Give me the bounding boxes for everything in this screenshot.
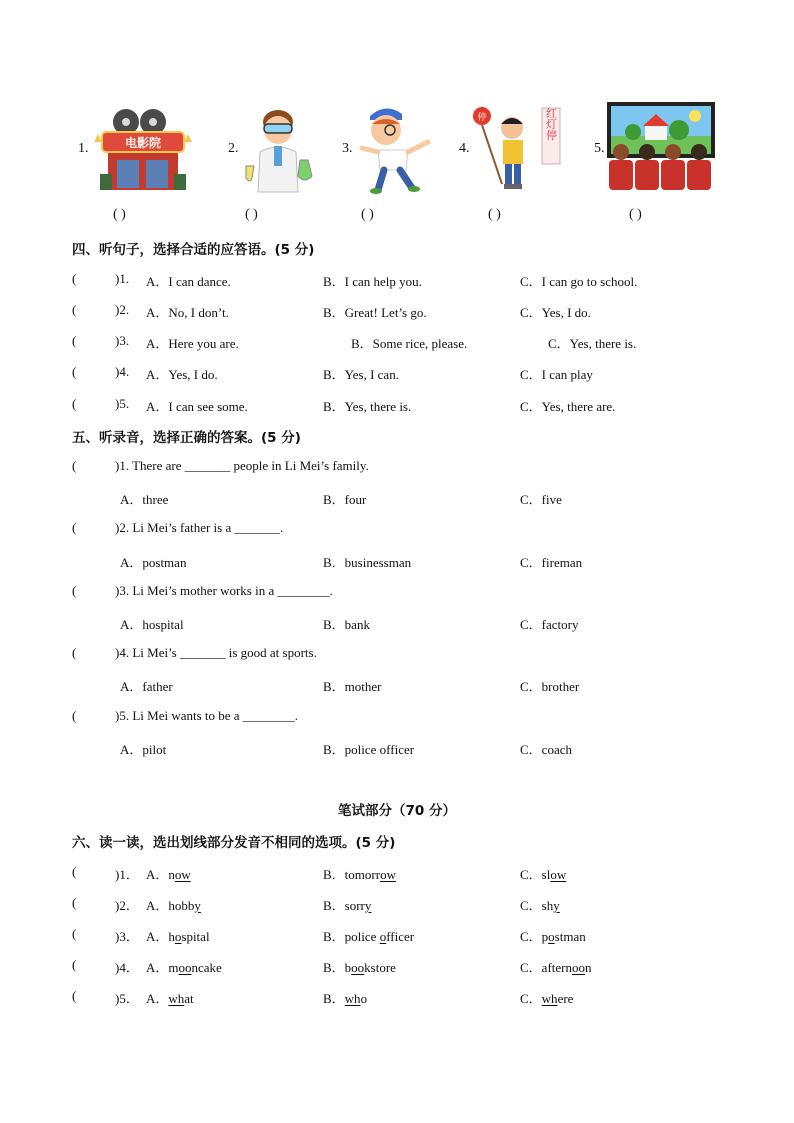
option-b: B．Some rice, please. (351, 336, 468, 351)
option-c: C．five (520, 492, 562, 507)
picture-label-2: 2. (228, 141, 239, 156)
section-6-heading: 六、读一读，选出划线部分发音不相同的选项。(5 分) (72, 835, 396, 851)
written-part-title: 笔试部分（70 分） (338, 803, 456, 819)
option-c: C．I can go to school. (520, 274, 638, 289)
section-5-heading: 五、听录音，选择正确的答案。(5 分) (72, 430, 301, 446)
waving-boy-icon (356, 102, 434, 194)
option-b: B．bookstore (323, 960, 396, 975)
answer-paren[interactable]: ( (72, 988, 77, 1003)
question-text: )1. There are _______ people in Li Mei’s family. (115, 458, 369, 473)
answer-blank-5[interactable]: ( ) (629, 207, 642, 222)
option-c: C．I can play (520, 367, 593, 382)
option-a: A．father (120, 679, 173, 694)
option-a: A．No, I don’t. (146, 305, 229, 320)
option-c: C．coach (520, 742, 572, 757)
option-a: A．what (146, 991, 194, 1006)
answer-paren[interactable]: ( (72, 708, 77, 723)
question-text: )5. Li Mei wants to be a ________. (115, 708, 299, 723)
option-c: C．slow (520, 867, 567, 882)
question-number: )5． (115, 991, 139, 1006)
traffic-boy-icon (472, 104, 568, 194)
question-number: )3． (115, 929, 139, 944)
answer-blank-3[interactable]: ( ) (361, 207, 374, 222)
option-a: A．Yes, I do. (146, 367, 218, 382)
option-b: B．Great! Let’s go. (323, 305, 427, 320)
option-a: A．Here you are. (146, 336, 239, 351)
answer-blank-1[interactable]: ( ) (113, 207, 126, 222)
answer-paren[interactable]: ( (72, 396, 77, 411)
option-b: B．four (323, 492, 367, 507)
option-b: B．police officer (323, 742, 415, 757)
option-c: C．where (520, 991, 574, 1006)
answer-paren[interactable]: ( (72, 957, 77, 972)
option-a: A．hospital (146, 929, 210, 944)
option-c: C．Yes, I do. (520, 305, 591, 320)
question-number: )4. (115, 364, 130, 379)
picture-label-3: 3. (342, 141, 353, 156)
answer-paren[interactable]: ( (72, 645, 77, 660)
section-4-heading: 四、听句子，选择合适的应答语。(5 分) (72, 242, 315, 258)
option-a: A．three (120, 492, 169, 507)
option-a: A．now (146, 867, 191, 882)
answer-paren[interactable]: ( (72, 926, 77, 941)
option-a: A．hospital (120, 617, 184, 632)
answer-blank-2[interactable]: ( ) (245, 207, 258, 222)
option-b: B．tomorrow (323, 867, 396, 882)
option-a: A．pilot (120, 742, 167, 757)
option-c: C．factory (520, 617, 579, 632)
question-number: )2. (115, 302, 130, 317)
question-text: )4. Li Mei’s _______ is good at sports. (115, 645, 317, 660)
answer-paren[interactable]: ( (72, 458, 77, 473)
question-number: )2． (115, 898, 139, 913)
scientist-icon (240, 104, 316, 194)
answer-blank-4[interactable]: ( ) (488, 207, 501, 222)
option-c: C．shy (520, 898, 560, 913)
option-a: A．I can dance. (146, 274, 231, 289)
answer-paren[interactable]: ( (72, 895, 77, 910)
question-text: )3. Li Mei’s mother works in a ________. (115, 583, 333, 598)
option-b: B．police officer (323, 929, 415, 944)
option-c: C．afternoon (520, 960, 592, 975)
question-number: )1. (115, 271, 130, 286)
option-b: B．who (323, 991, 368, 1006)
option-b: B．businessman (323, 555, 412, 570)
picture-label-5: 5. (594, 141, 605, 156)
picture-label-1: 1. (78, 141, 89, 156)
option-b: B．I can help you. (323, 274, 422, 289)
option-a: A．I can see some. (146, 399, 248, 414)
cinema-building-icon (90, 106, 196, 192)
option-a: A．postman (120, 555, 187, 570)
question-number: )3. (115, 333, 130, 348)
option-a: A．hobby (146, 898, 201, 913)
option-c: C．brother (520, 679, 580, 694)
movie-theater-icon (607, 102, 715, 194)
question-number: )4． (115, 960, 139, 975)
option-b: B．sorry (323, 898, 372, 913)
option-b: B．Yes, I can. (323, 367, 399, 382)
answer-paren[interactable]: ( (72, 364, 77, 379)
option-b: B．bank (323, 617, 370, 632)
answer-paren[interactable]: ( (72, 520, 77, 535)
option-c: C．postman (520, 929, 586, 944)
option-b: B．mother (323, 679, 382, 694)
answer-paren[interactable]: ( (72, 271, 77, 286)
question-number: )5. (115, 396, 130, 411)
answer-paren[interactable]: ( (72, 583, 77, 598)
question-text: )2. Li Mei’s father is a _______. (115, 520, 284, 535)
answer-paren[interactable]: ( (72, 864, 77, 879)
option-b: B．Yes, there is. (323, 399, 412, 414)
question-number: )1． (115, 867, 139, 882)
option-c: C．Yes, there are. (520, 399, 616, 414)
answer-paren[interactable]: ( (72, 333, 77, 348)
picture-label-4: 4. (459, 141, 470, 156)
cinema-sign-text: 电影院 (124, 136, 162, 150)
option-c: C．Yes, there is. (548, 336, 637, 351)
option-a: A．mooncake (146, 960, 222, 975)
option-c: C．fireman (520, 555, 583, 570)
stop-paddle-text: 停 (477, 113, 487, 123)
answer-paren[interactable]: ( (72, 302, 77, 317)
red-light-sign-text: 红灯停 (544, 107, 558, 141)
